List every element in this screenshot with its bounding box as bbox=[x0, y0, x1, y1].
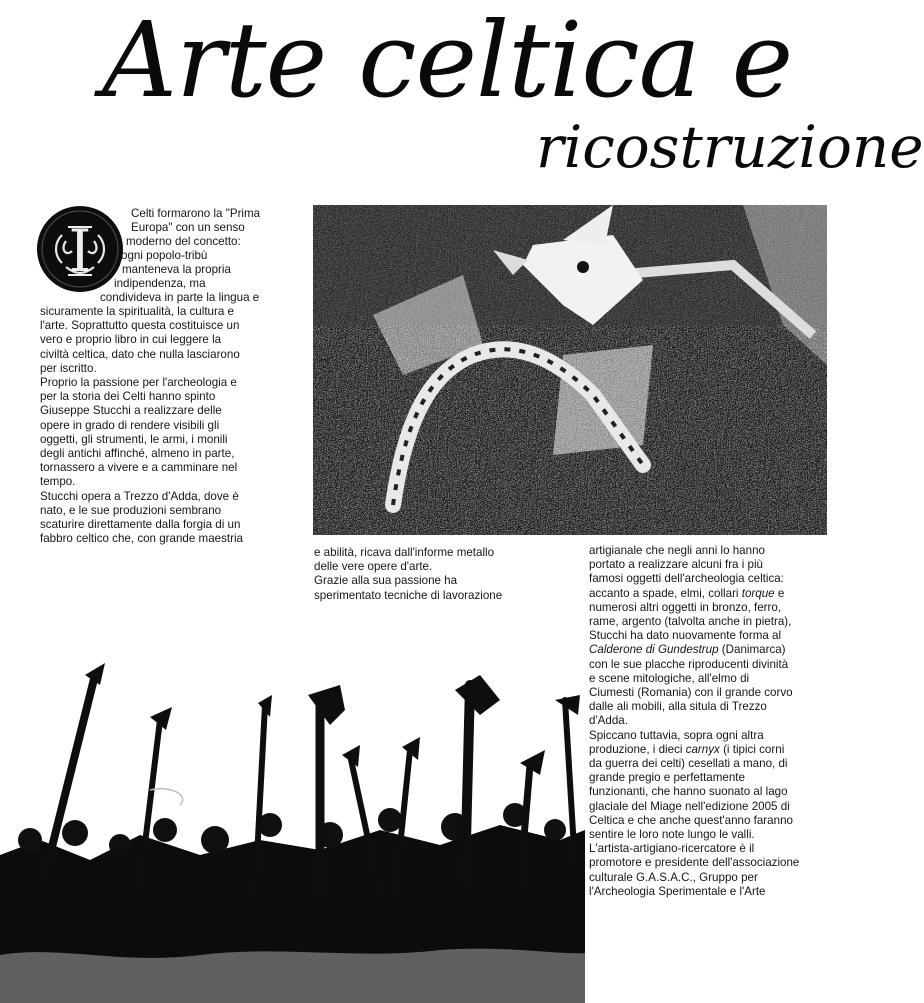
text-line: Stucchi ha dato nuovamente forma al bbox=[589, 629, 782, 643]
text-line: e scene mitologiche, all'elmo di bbox=[589, 671, 750, 685]
text-line: funzionanti, che hanno suonato al lago bbox=[589, 785, 788, 799]
text-line: degli antichi affinché, almeno in parte, bbox=[40, 447, 235, 461]
text-line: artigianale che negli anni lo hanno bbox=[589, 544, 765, 557]
text-line: tempo. bbox=[40, 475, 76, 489]
text-run: (Danimarca) bbox=[718, 643, 786, 657]
text-line: scaturire direttamente dalla forgia di un bbox=[40, 518, 241, 532]
column-2-text bbox=[314, 546, 569, 603]
text-line: numerosi altri oggetti in bronzo, ferro, bbox=[589, 600, 782, 614]
text-line bbox=[589, 643, 859, 657]
text-line bbox=[589, 743, 859, 757]
text-run: produzione, i dieci bbox=[589, 742, 686, 756]
italic-term: Calderone di Gundestrup bbox=[589, 643, 719, 657]
intro-line: condivideva in parte la lingua e bbox=[100, 291, 260, 304]
text-line: da guerra dei celti) cesellati a mano, di bbox=[589, 757, 788, 771]
text-line: oggetti, gli strumenti, le armi, i monili bbox=[40, 432, 228, 446]
text-line: promotore e presidente dell'associazione bbox=[589, 856, 800, 870]
intro-line: ogni popolo-tribù bbox=[121, 249, 208, 262]
text-line: l'Archeologia Sperimentale e l'Arte bbox=[589, 884, 766, 898]
text-line: rame, argento (talvolta anche in pietra), bbox=[589, 615, 792, 629]
text-line: fabbro celtico che, con grande maestria bbox=[40, 532, 244, 546]
intro-line: moderno del concetto: bbox=[126, 235, 241, 248]
text-line: per la storia dei Celti hanno spinto bbox=[40, 390, 216, 404]
text-line: Spiccano tuttavia, sopra ogni altra bbox=[589, 728, 764, 742]
text-line: Grazie alla sua passione ha bbox=[314, 574, 458, 588]
drop-cap-letter: I bbox=[68, 217, 92, 285]
text-line: sentire le loro note lungo le valli. bbox=[589, 828, 755, 842]
drop-cap-initial bbox=[36, 205, 124, 293]
text-run: accanto a spade, elmi, collari bbox=[589, 586, 742, 600]
text-line: per iscritto. bbox=[40, 361, 97, 375]
text-line: opere in grado di rendere visibili gli bbox=[40, 418, 220, 432]
column-1-text bbox=[40, 305, 298, 546]
intro-line: Celti formarono la "Prima bbox=[131, 207, 261, 220]
column-3-text bbox=[589, 544, 859, 899]
text-line: grande pregio e perfettamente bbox=[589, 771, 745, 785]
text-line: sperimentato tecniche di lavorazione bbox=[314, 588, 503, 602]
text-line: civiltà celtica, dato che nulla lasciarono bbox=[40, 347, 240, 361]
italic-term: carnyx bbox=[685, 742, 720, 756]
text-line: Ciumesti (Romania) con il grande corvo bbox=[589, 686, 793, 700]
text-run: (i tipici corni bbox=[719, 742, 785, 756]
text-line: culturale G.A.S.A.C., Gruppo per bbox=[589, 870, 758, 884]
text-line: nato, e le sue produzioni sembrano bbox=[40, 503, 222, 517]
italic-term: torque bbox=[741, 586, 775, 600]
text-line bbox=[589, 587, 859, 601]
text-line: tornassero a vivere e a camminare nel bbox=[40, 461, 238, 475]
text-line: Celtica e che anche quest'anno faranno bbox=[589, 813, 793, 827]
text-line: delle vere opere d'arte. bbox=[314, 560, 433, 574]
article-title-line1: Arte celtica e bbox=[102, 0, 793, 121]
text-line: famosi oggetti dell'archeologia celtica: bbox=[589, 572, 784, 586]
text-line: e abilità, ricava dall'informe metallo bbox=[314, 546, 495, 559]
text-line: vero e proprio libro in cui leggere la bbox=[40, 333, 222, 347]
intro-line: indipendenza, ma bbox=[114, 277, 206, 290]
text-line: l'arte. Soprattutto questa costituisce un bbox=[40, 319, 240, 333]
text-line: portato a realizzare alcuni fra i più bbox=[589, 558, 763, 572]
text-line: L'artista-artigiano-ricercatore è il bbox=[589, 842, 755, 856]
carnyx-players-photo bbox=[0, 655, 585, 1003]
intro-line: Europa" con un senso bbox=[131, 221, 245, 234]
text-run: e bbox=[774, 586, 785, 600]
text-line: Giuseppe Stucchi a realizzare delle bbox=[40, 404, 222, 418]
text-line: dalle ali mobili, alla situla di Trezzo bbox=[589, 700, 767, 714]
text-line: sicuramente la spiritualità, la cultura e bbox=[40, 305, 234, 318]
intro-line: manteneva la propria bbox=[122, 263, 231, 276]
text-line: Proprio la passione per l'archeologia e bbox=[40, 376, 237, 390]
text-line: con le sue placche riproducenti divinità bbox=[589, 657, 789, 671]
text-line: d'Adda. bbox=[589, 714, 628, 728]
article-title-line2: ricostruzione bbox=[536, 113, 924, 181]
carnyx-photo bbox=[313, 205, 827, 535]
text-line: Stucchi opera a Trezzo d'Adda, dove è bbox=[40, 489, 239, 503]
text-line: glaciale del Miage nell'edizione 2005 di bbox=[589, 799, 790, 813]
